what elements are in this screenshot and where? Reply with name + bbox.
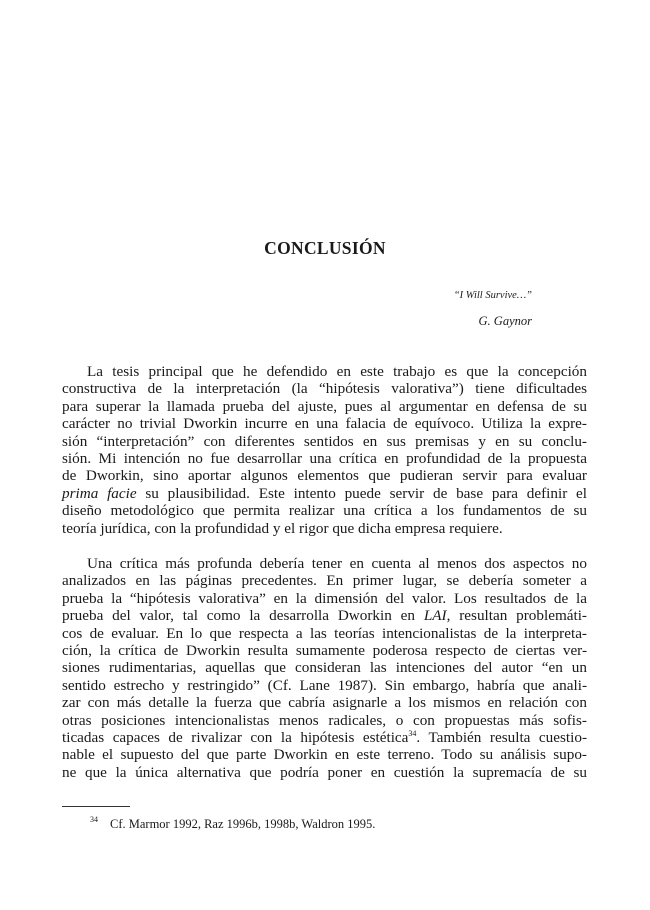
text-line bbox=[62, 467, 587, 484]
text-line bbox=[62, 712, 587, 729]
text-segment: constructiva de la interpretación (la “hipótesis valorativa”) tiene dificultades bbox=[62, 380, 587, 398]
text-segment: prueba la “hipótesis valorativa” en la dimensión del valor. Los resultados de la bbox=[62, 589, 587, 607]
paragraph-2 bbox=[62, 555, 587, 781]
text-line bbox=[62, 642, 587, 659]
footnote bbox=[90, 817, 375, 832]
text-segment: diseño metodológico que permita realizar una crítica a los fundamentos de su bbox=[62, 502, 587, 520]
text-line bbox=[62, 450, 587, 467]
text-line bbox=[62, 415, 587, 432]
text-segment: analizados en las páginas precedentes. En primer lugar, se debería someter a bbox=[62, 572, 587, 590]
text-segment: de Dworkin, sino aportar algunos elementos que pudieran servir para evaluar bbox=[62, 467, 587, 485]
text-segment: zar con más detalle la fuerza que cabría asignarle a los mismos en relación con bbox=[62, 694, 587, 712]
text-segment: , resultan problemáti- bbox=[446, 607, 587, 625]
text-line bbox=[62, 398, 587, 415]
epigraph-author: G. Gaynor bbox=[478, 314, 532, 328]
text-line bbox=[62, 764, 587, 781]
text-line bbox=[62, 555, 587, 572]
text-line bbox=[62, 590, 587, 607]
text-line bbox=[62, 677, 587, 694]
paragraph-1 bbox=[62, 363, 587, 537]
text-segment: sión. Mi intención no fue desarrollar una crítica en profundidad de la propuesta bbox=[62, 449, 587, 467]
text-segment: Una crítica más profunda debería tener en cuenta al menos dos aspectos no bbox=[87, 555, 587, 572]
text-line bbox=[62, 520, 587, 537]
footnote-number: 34 bbox=[90, 815, 98, 824]
text-segment: nable el supuesto del que parte Dworkin en este terreno. Todo su análisis supo- bbox=[62, 746, 587, 764]
epigraph-quote: “I Will Survive…” bbox=[453, 290, 532, 301]
text-line bbox=[62, 659, 587, 676]
text-line bbox=[62, 502, 587, 519]
text-line bbox=[62, 380, 587, 397]
text-line bbox=[62, 485, 587, 502]
text-segment: cos de evaluar. En lo que respecta a las teorías intencionalistas de la interpreta- bbox=[62, 624, 587, 642]
text-segment: La tesis principal que he defendido en este trabajo es que la concepción bbox=[87, 363, 587, 380]
text-segment: ticadas capaces de rivalizar con la hipótesis estética bbox=[62, 728, 409, 746]
footnote-divider bbox=[62, 806, 130, 807]
footnote-text: Cf. Marmor 1992, Raz 1996b, 1998b, Waldron 1995. bbox=[110, 817, 376, 831]
text-segment: para superar la llamada prueba del ajuste, pues al argumentar en defensa de su bbox=[62, 397, 587, 415]
text-segment: prueba del valor, tal como la desarrolla Dworkin en bbox=[62, 607, 424, 625]
chapter-heading: CONCLUSIÓN bbox=[264, 238, 386, 258]
text-segment: teoría jurídica, con la profundidad y el rigor que dicha empresa requiere. bbox=[62, 519, 503, 537]
text-segment: . También resulta cuestio- bbox=[416, 728, 588, 746]
text-line bbox=[62, 433, 587, 450]
text-segment: ción, la crítica de Dworkin resulta sumamente poderosa respecto de ciertas ver- bbox=[62, 641, 587, 659]
text-line bbox=[62, 363, 587, 380]
text-line bbox=[62, 694, 587, 711]
text-segment: carácter no trivial Dworkin incurre en una falacia de equívoco. Utiliza la expre- bbox=[62, 415, 587, 433]
text-segment: siones rudimentarias, aquellas que consideran las intenciones del autor “en un bbox=[62, 659, 587, 677]
text-line bbox=[62, 607, 587, 624]
text-segment: sentido estrecho y restringido” (Cf. Lane 1987). Sin embargo, habría que anali- bbox=[62, 676, 587, 694]
text-segment: prima facie bbox=[62, 484, 137, 502]
text-segment: otras posiciones intencionalistas menos radicales, o con propuestas más sofis- bbox=[62, 711, 587, 729]
text-line bbox=[62, 729, 587, 746]
text-line bbox=[62, 625, 587, 642]
text-segment: sión “interpretación” con diferentes sentidos en sus premisas y en su conclu- bbox=[62, 432, 587, 450]
text-segment: ne que la única alternativa que podría poner en cuestión la supremacía de su bbox=[62, 763, 587, 781]
text-line bbox=[62, 572, 587, 589]
text-line bbox=[62, 746, 587, 763]
text-segment: LAI bbox=[423, 607, 447, 625]
footnote-ref: 34 bbox=[408, 728, 417, 738]
text-segment: su plausibilidad. Este intento puede servir de base para definir el bbox=[136, 484, 587, 502]
